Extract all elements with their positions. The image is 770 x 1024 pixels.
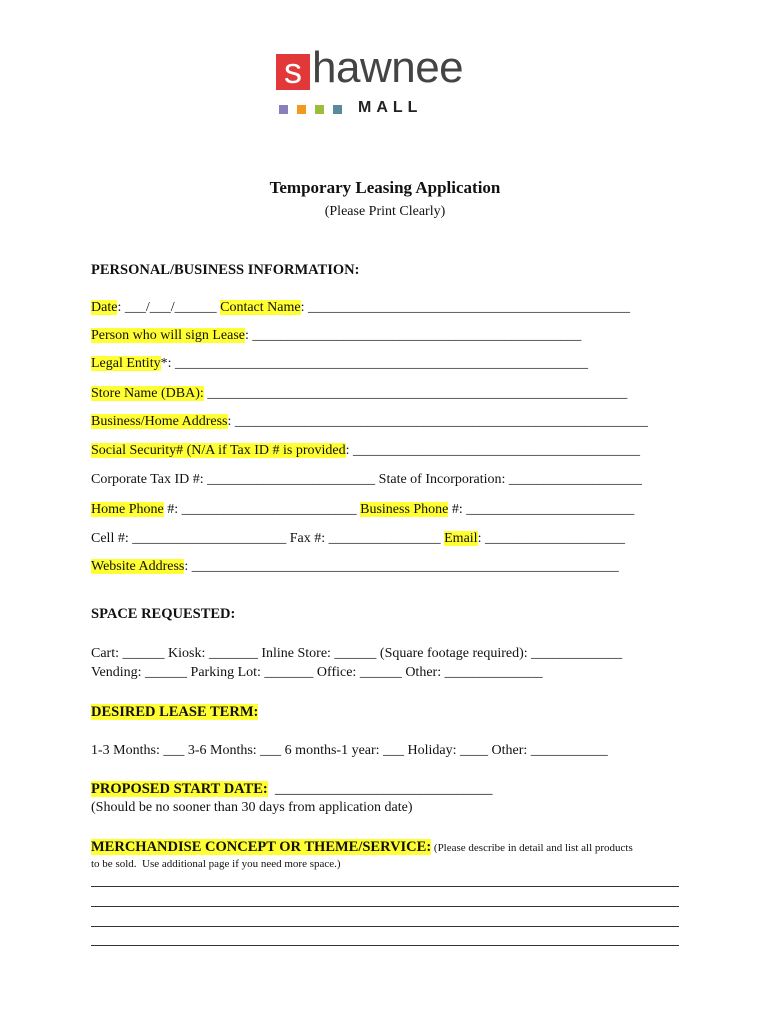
cell-fax-email-row <box>91 531 625 547</box>
form-subtitle: (Please Print Clearly) <box>324 204 446 219</box>
merch-answer-line-2[interactable] <box>91 906 679 907</box>
signer-field[interactable]: : _______________________________________________ <box>244 328 582 343</box>
start-date-row <box>91 781 493 798</box>
store-name-field[interactable]: ____________________________________________________________ <box>203 386 628 401</box>
lease-term-heading <box>91 704 258 721</box>
website-row <box>91 559 619 575</box>
logo-square-green <box>315 105 324 114</box>
ssn-label: Social Security# (N/A if Tax ID # is provided <box>91 443 346 458</box>
address-field[interactable]: : ___________________________________________________________ <box>227 414 648 429</box>
address-row <box>91 414 648 430</box>
merch-row <box>91 839 633 856</box>
logo-square-purple <box>279 105 288 114</box>
address-label: Business/Home Address <box>91 414 228 429</box>
entity-row <box>91 356 588 372</box>
shawnee-mall-logo <box>276 43 496 120</box>
contact-name-field[interactable]: : ______________________________________________ <box>300 300 630 315</box>
space-heading: SPACE REQUESTED: <box>91 606 236 622</box>
space-line-1[interactable]: Cart: ______ Kiosk: _______ Inline Store: ______ (Square footage required): _____________ <box>91 646 623 661</box>
start-date-field[interactable]: ______________________________ <box>267 781 493 797</box>
ssn-field[interactable]: : _________________________________________ <box>345 443 641 458</box>
personal-heading: PERSONAL/BUSINESS INFORMATION: <box>91 262 360 278</box>
corporate-tax-row[interactable]: Corporate Tax ID #: ________________________ State of Incorporation: ___________________ <box>91 472 642 487</box>
signer-label: Person who will sign Lease <box>91 328 245 343</box>
logo-squares <box>279 105 342 114</box>
store-name-label: Store Name (DBA): <box>91 386 204 401</box>
email-field[interactable]: : ____________________ <box>477 531 625 546</box>
date-contact-row <box>91 300 630 316</box>
legal-entity-field[interactable]: *: ___________________________________________________________ <box>160 356 588 371</box>
ssn-row <box>91 443 640 459</box>
merch-description-1: (Please describe in detail and list all products <box>431 842 633 854</box>
website-label: Website Address <box>91 559 185 574</box>
lease-term-heading-text: DESIRED LEASE TERM: <box>91 704 259 720</box>
merch-heading: MERCHANDISE CONCEPT OR THEME/SERVICE: <box>91 839 432 855</box>
logo-square-orange <box>297 105 306 114</box>
logo-mall-text: MALL <box>358 99 423 116</box>
logo-square-teal <box>333 105 342 114</box>
date-field[interactable]: : ___/___/______ <box>117 300 221 315</box>
legal-entity-label: Legal Entity <box>91 356 161 371</box>
cell-fax-field[interactable]: Cell #: ______________________ Fax #: ________________ <box>91 531 445 546</box>
business-phone-label: Business Phone <box>360 502 449 517</box>
merch-answer-line-3[interactable] <box>91 926 679 927</box>
logo-wordmark: hawnee <box>312 43 464 92</box>
logo-s-letter: s <box>284 50 302 91</box>
signer-row <box>91 328 581 344</box>
home-phone-label: Home Phone <box>91 502 164 517</box>
merch-description-2: to be sold. Use additional page if you need more space.) <box>91 858 341 870</box>
merch-answer-line-1[interactable] <box>91 886 679 887</box>
business-phone-field[interactable]: #: ________________________ <box>448 502 635 517</box>
space-line-2[interactable]: Vending: ______ Parking Lot: _______ Office: ______ Other: ______________ <box>91 665 543 680</box>
email-label: Email <box>444 531 478 546</box>
logo-s-block <box>276 50 310 91</box>
phone-row <box>91 502 634 518</box>
start-date-heading: PROPOSED START DATE: <box>91 781 268 797</box>
website-field[interactable]: : _____________________________________________________________ <box>184 559 619 574</box>
merch-answer-line-4[interactable] <box>91 945 679 946</box>
home-phone-field[interactable]: #: _________________________ <box>163 502 361 517</box>
lease-term-options[interactable]: 1-3 Months: ___ 3-6 Months: ___ 6 months-1 year: ___ Holiday: ____ Other: ___________ <box>91 743 608 758</box>
form-title: Temporary Leasing Application <box>269 178 501 197</box>
contact-name-label: Contact Name <box>220 300 301 315</box>
date-label: Date <box>91 300 118 315</box>
store-row <box>91 386 627 402</box>
start-date-note: (Should be no sooner than 30 days from application date) <box>91 800 413 815</box>
